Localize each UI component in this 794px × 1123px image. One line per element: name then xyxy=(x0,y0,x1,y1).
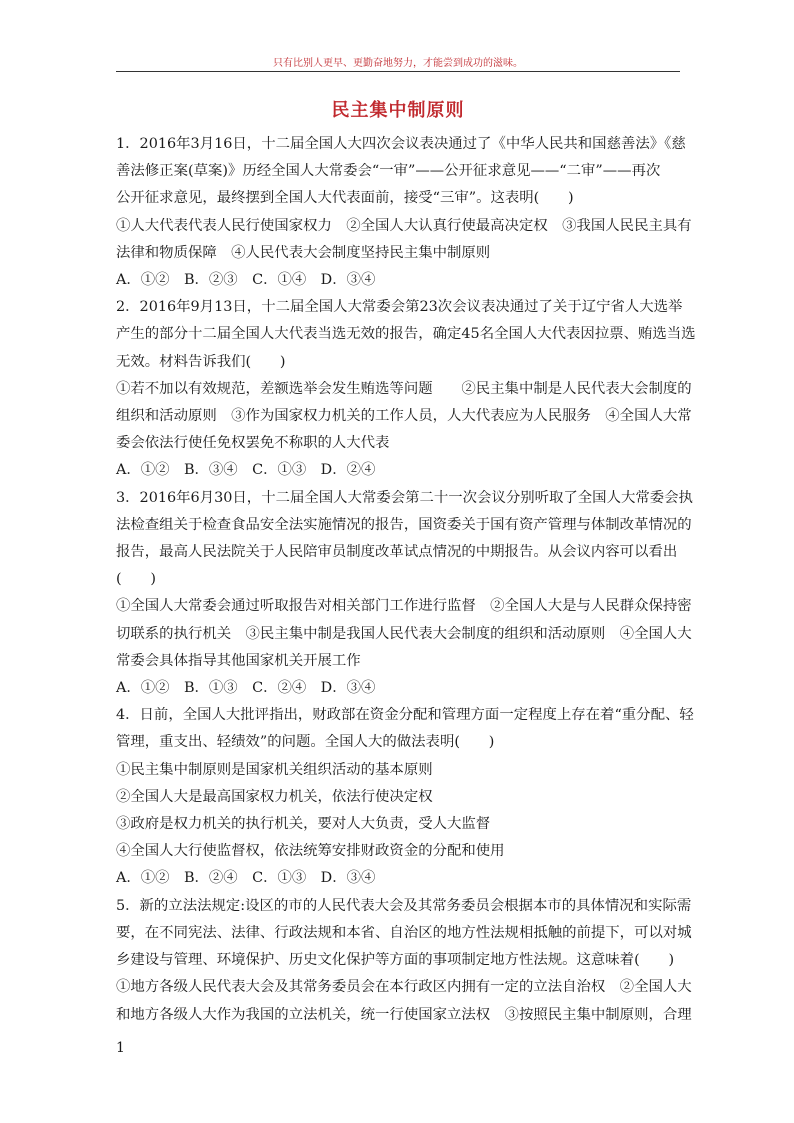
text-line: 切联系的执行机关 ③民主集中制是我国人民代表大会制度的组织和活动原则 ④全国人大 xyxy=(116,625,692,642)
text-line: 3．2016年6月30日，十二届全国人大常委会第二十一次会议分别听取了全国人大常委会执 xyxy=(116,489,693,506)
text-line: 法律和物质保障 ④人民代表大会制度坚持民主集中制原则 xyxy=(116,244,491,261)
text-line: 组织和活动原则 ③作为国家权力机关的工作人员，人大代表应为人民服务 ④全国人大常 xyxy=(116,408,692,425)
text-line: ①人大代表代表人民行使国家权力 ②全国人大认真行使最高决定权 ③我国人民民主具有 xyxy=(116,217,692,234)
text-line: 善法修正案(草案)》历经全国人大常委会“一审”——公开征求意见——“二审”——再次 xyxy=(116,163,661,180)
text-line: ①全国人大常委会通过听取报告对相关部门工作进行监督 ②全国人大是与人民群众保持密 xyxy=(116,598,692,615)
text-line: 4．日前，全国人大批评指出，财政部在资金分配和管理方面一定程度上存在着“重分配、轻 xyxy=(116,707,694,724)
text-line: 要，在不同宪法、法律、行政法规和本省、自治区的地方性法规相抵触的前提下，可以对城 xyxy=(116,924,692,941)
header-motto: 只有比别人更早、更勤奋地努力，才能尝到成功的滋味。 xyxy=(273,58,523,69)
answer-options: A．①② B．③④ C．①③ D．②④ xyxy=(116,462,376,479)
text-line: 乡建设与管理、环境保护、历史文化保护等方面的事项制定地方性法规。这意味着( ) xyxy=(116,952,675,969)
text-line: 报告，最高人民法院关于人民陪审员制度改革试点情况的中期报告。从会议内容可以看出 xyxy=(116,544,678,561)
answer-options: A．①② B．①③ C．②④ D．③④ xyxy=(116,680,376,697)
document-body xyxy=(116,131,696,1029)
text-line: 管理，重支出、轻绩效”的问题。全国人大的做法表明( ) xyxy=(116,734,495,751)
text-line: ③政府是权力机关的执行机关，要对人大负责，受人大监督 xyxy=(116,816,491,833)
page-title: 民主集中制原则 xyxy=(331,100,465,121)
answer-options: A．①② B．②③ C．①④ D．③④ xyxy=(116,272,376,289)
header-rule xyxy=(116,71,680,72)
text-line: 法检查组关于检查食品安全法实施情况的报告，国资委关于国有资产管理与体制改革情况的 xyxy=(116,516,692,533)
text-line: ( ) xyxy=(116,571,157,588)
text-line: 无效。材料告诉我们( ) xyxy=(116,353,286,370)
answer-options: A．①② B．②④ C．①③ D．③④ xyxy=(116,870,376,887)
text-line: ④全国人大行使监督权，依法统筹安排财政资金的分配和使用 xyxy=(116,843,505,860)
text-line: ①地方各级人民代表大会及其常务委员会在本行政区内拥有一定的立法自治权 ②全国人大 xyxy=(116,979,692,996)
text-line: ①民主集中制原则是国家机关组织活动的基本原则 xyxy=(116,761,433,778)
text-line: 1．2016年3月16日，十二届全国人大四次会议表决通过了《中华人民共和国慈善法》《慈 xyxy=(116,136,686,152)
text-line: 常委会具体指导其他国家机关开展工作 xyxy=(116,652,361,669)
text-line: 公开征求意见，最终摆到全国人大代表面前，接受“三审”。这表明( ) xyxy=(116,190,574,207)
text-line: 5．新的立法法规定:设区的市的人民代表大会及其常务委员会根据本市的具体情况和实际需 xyxy=(116,897,692,914)
page-number: 1 xyxy=(116,1040,125,1056)
text-line: 委会依法行使任免权罢免不称职的人大代表 xyxy=(116,435,390,452)
text-line: 和地方各级人大作为我国的立法机关，统一行使国家立法权 ③按照民主集中制原则，合理 xyxy=(116,1006,692,1023)
text-line: 产生的部分十二届全国人大代表当选无效的报告，确定45名全国人大代表因拉票、贿选当选 xyxy=(116,326,696,343)
text-line: 2．2016年9月13日，十二届全国人大常委会第23次会议表决通过了关于辽宁省人大选举 xyxy=(116,299,683,316)
text-line: ②全国人大是最高国家权力机关，依法行使决定权 xyxy=(116,788,433,805)
text-line: ①若不加以有效规范，差额选举会发生贿选等问题 ②民主集中制是人民代表大会制度的 xyxy=(116,380,692,397)
